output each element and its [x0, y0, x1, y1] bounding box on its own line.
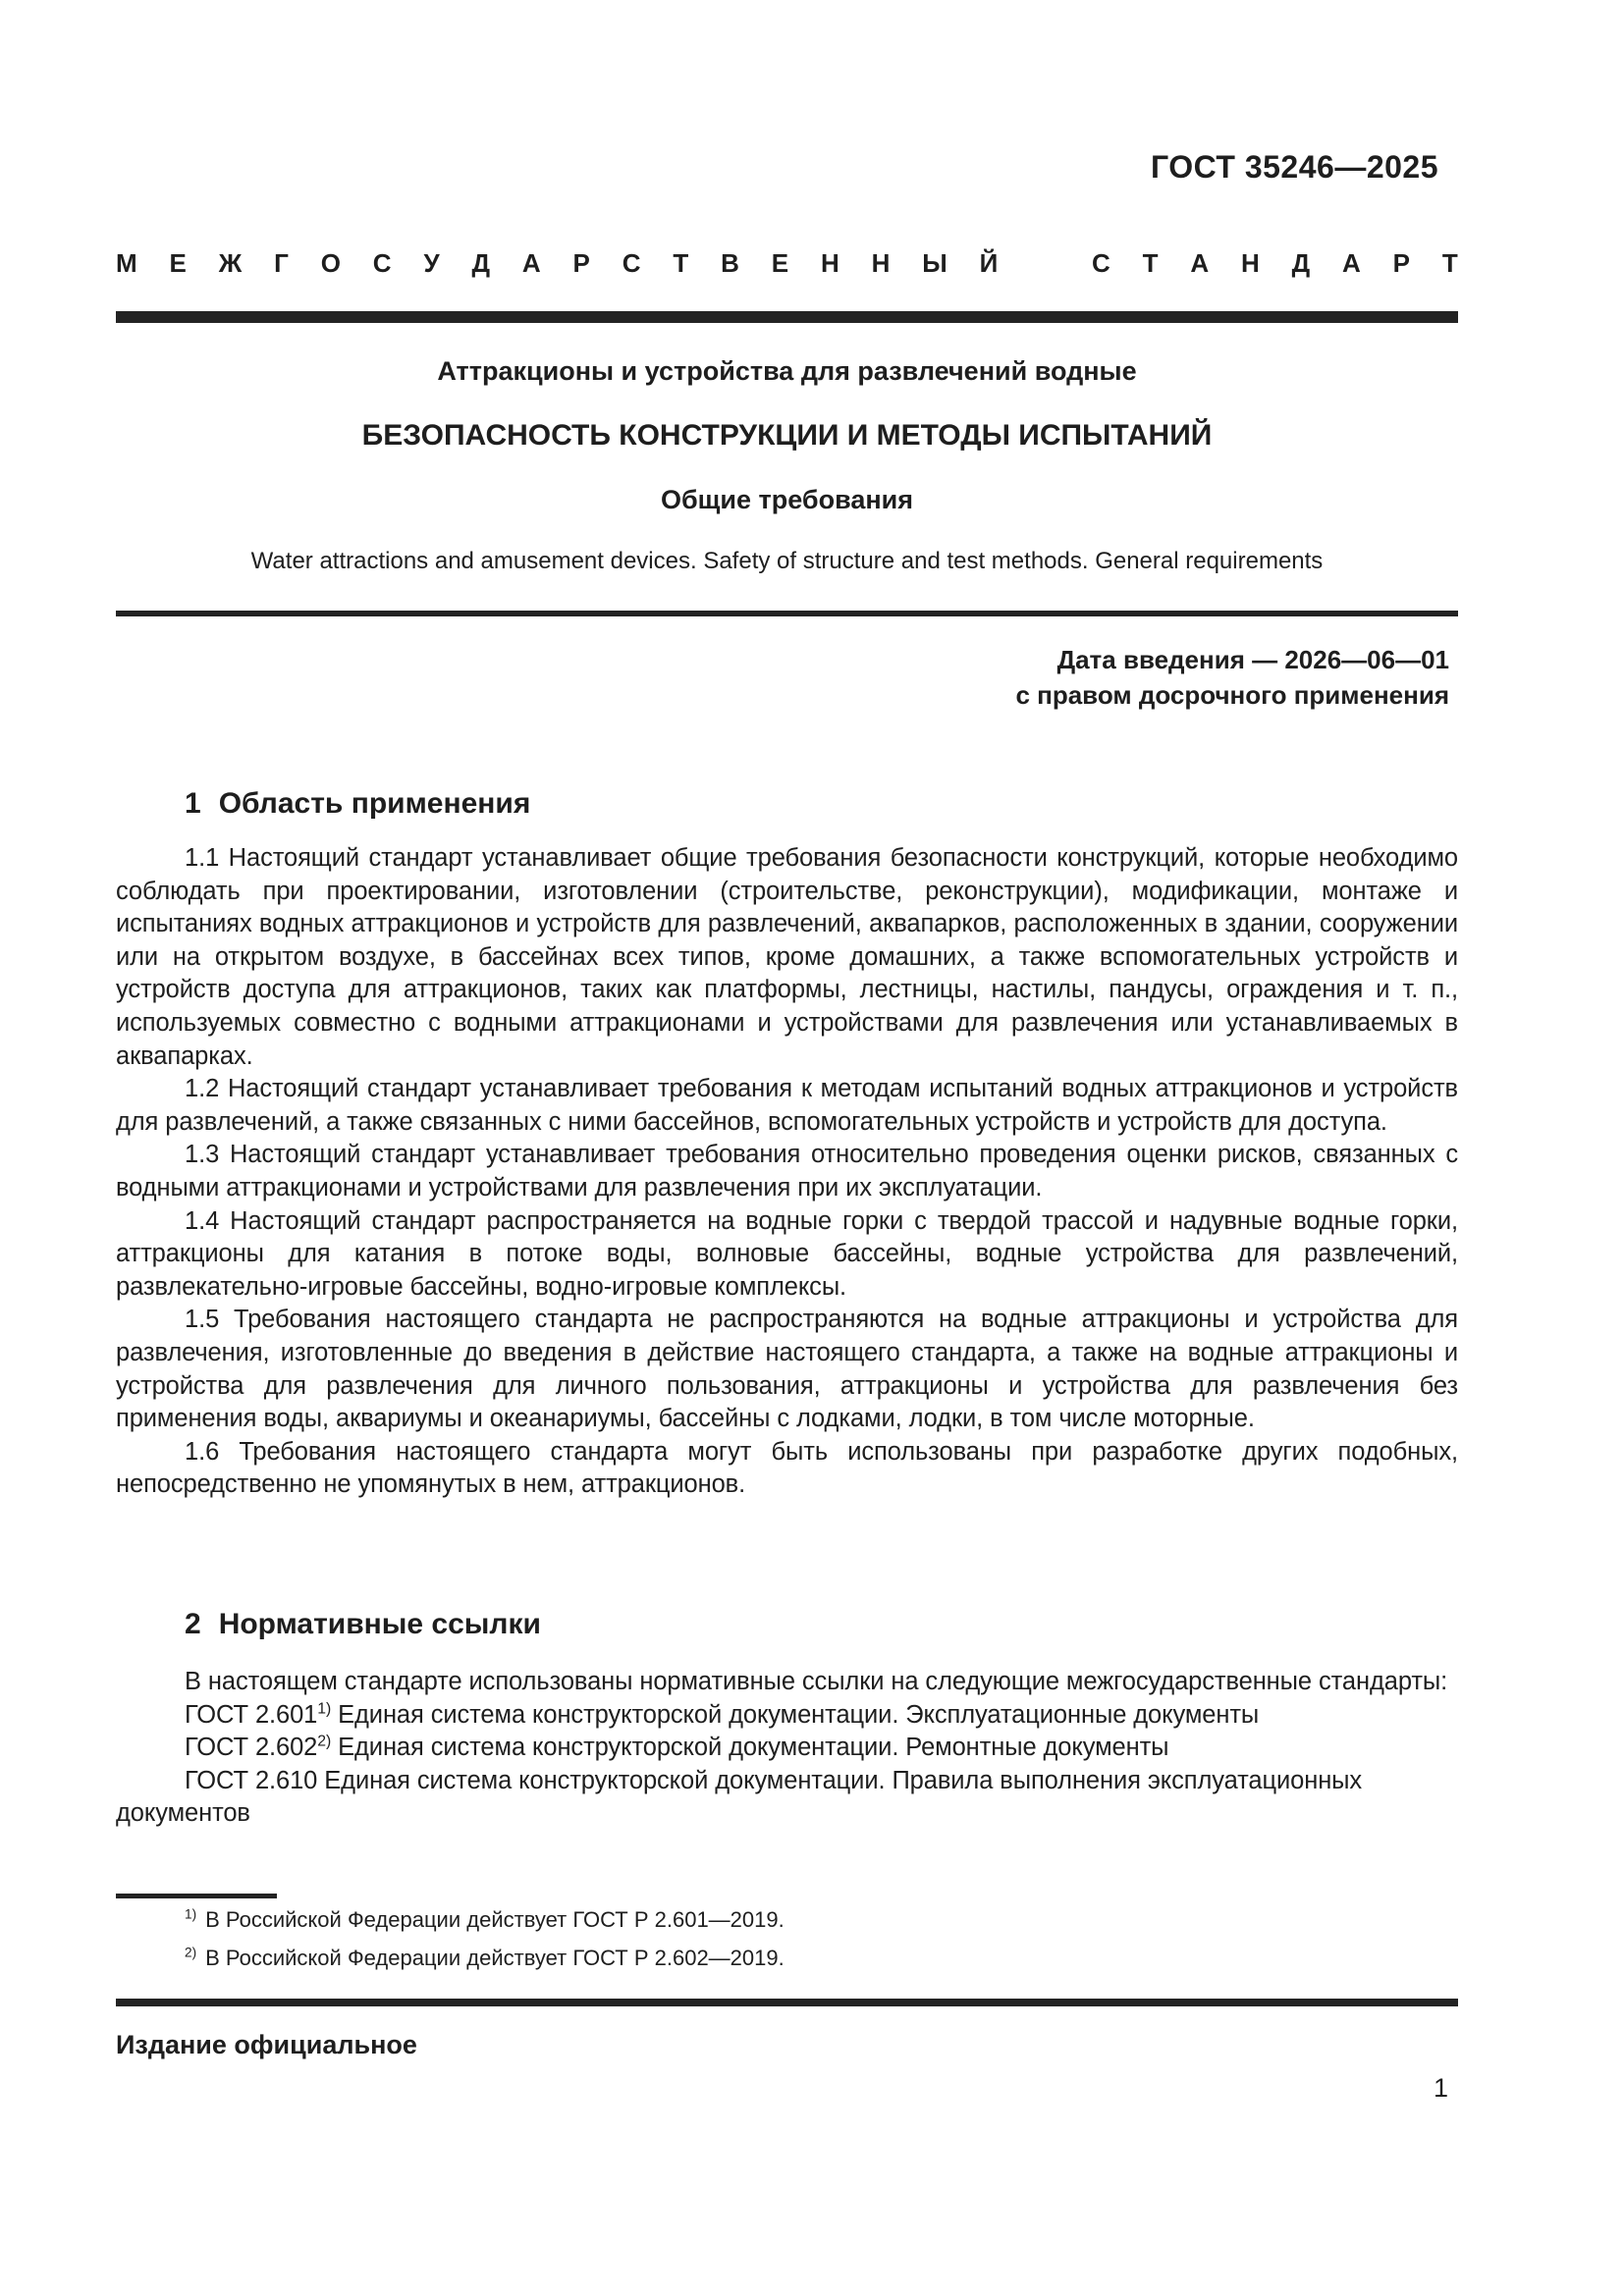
footnote-2	[116, 1944, 1458, 1973]
paragraph-1-4: 1.4 Настоящий стандарт распространяется на водные горки с твердой трассой и надувные водные горки, аттракционы для катания в потоке воды, волновые бассейны, водные устройства для развлечений, развлекательно-игровые бассейны, водно-игровые комплексы.	[116, 1206, 1458, 1301]
footnote-separator-rule	[116, 1894, 277, 1898]
paragraph-1-5: 1.5 Требования настоящего стандарта не распространяются на водные аттракционы и устройства для развлечения, изготовленные до введения в действие настоящего стандарта, а также на водные аттракционы и устройства для развлечения для личного пользования, аттракционы и устройства для развлечения без применения воды, аквариумы и океанариумы, бассейны с лодками, лодки, в том числе моторные.	[116, 1306, 1458, 1433]
section-2-heading	[185, 1608, 541, 1641]
effective-date-block	[1015, 642, 1449, 713]
section-2-number: 2	[185, 1608, 201, 1640]
paragraph-1-3: 1.3 Настоящий стандарт устанавливает требования относительно проведения оценки рисков, связанных с водными аттракционами и устройствами для развлечения при их эксплуатации.	[116, 1141, 1458, 1201]
title-rule	[116, 611, 1458, 616]
section-2-body	[116, 1666, 1458, 1831]
section-2-intro: В настоящем стандарте использованы нормативные ссылки на следующие межгосударственные стандарты:	[185, 1668, 1448, 1695]
section-1-heading	[185, 787, 530, 821]
title-main: БЕЗОПАСНОСТЬ КОНСТРУКЦИИ И МЕТОДЫ ИСПЫТАНИЙ	[361, 419, 1213, 452]
footer-rule	[116, 1999, 1458, 2006]
reference-text: Единая система конструкторской документации. Эксплуатационные документы	[331, 1700, 1260, 1729]
reference-code: ГОСТ 2.602	[185, 1734, 318, 1762]
section-2-title: Нормативные ссылки	[218, 1608, 541, 1640]
early-application-note: с правом досрочного применения	[1015, 680, 1449, 710]
footnote-marker-2: 2)	[317, 1733, 332, 1750]
paragraph-1-2: 1.2 Настоящий стандарт устанавливает требования к методам испытаний водных аттракционов и устройств для развлечений, а также связанных с ними бассейнов, вспомогательных устройств и устройств для доступа.	[116, 1075, 1458, 1136]
title-subject: Аттракционы и устройства для развлечений водные	[437, 356, 1137, 386]
title-english: Water attractions and amusement devices. Safety of structure and test methods. General requirements	[250, 548, 1324, 574]
reference-code: ГОСТ 2.601	[185, 1700, 318, 1729]
page-number: 1	[1434, 2073, 1449, 2103]
reference-text: Единая система конструкторской документации. Правила выполнения эксплуатационных документов	[116, 1766, 1363, 1828]
section-1-title: Область применения	[218, 787, 531, 820]
footnote-1-text: В Российской Федерации действует ГОСТ Р 2.601—2019.	[205, 1907, 785, 1932]
footnote-2-text: В Российской Федерации действует ГОСТ Р 2.602—2019.	[205, 1946, 785, 1970]
section-1-body	[116, 842, 1458, 1502]
reference-gost-2601	[116, 1699, 1458, 1733]
official-edition-label: Издание официальное	[116, 2030, 417, 2059]
section-1-number: 1	[185, 787, 201, 820]
standard-type-banner: М Е Ж Г О С У Д А Р С Т В Е Н Н Ы Й С Т А Н Д А Р Т	[116, 248, 1458, 278]
reference-code: ГОСТ 2.610	[185, 1766, 318, 1794]
footnote-marker-1: 1)	[317, 1700, 332, 1718]
banner-rule	[116, 311, 1458, 323]
paragraph-1-1: 1.1 Настоящий стандарт устанавливает общие требования безопасности конструкций, которые необходимо соблюдать при проектировании, изготовлении (строительстве, реконструкции), модификации, монтаже и испытаниях водных аттракционов и устройств для развлечений, аквапарков, расположенных в здании, сооружении или на открытом воздухе, в бассейнах всех типов, кроме домашних, а также вспомогательных устройств и устройств доступа для аттракционов, таких как платформы, лестницы, настилы, пандусы, ограждения и т. п., используемых совместно с водными аттракционами и устройствами для развлечения или устанавливаемых в аквапарках.	[116, 844, 1458, 1070]
reference-gost-2610	[116, 1765, 1458, 1831]
standard-designation: ГОСТ 35246—2025	[1150, 149, 1438, 185]
footnote-1-marker: 1)	[185, 1906, 197, 1922]
title-subtitle: Общие требования	[660, 485, 914, 514]
reference-gost-2602	[116, 1732, 1458, 1765]
paragraph-1-6: 1.6 Требования настоящего стандарта могут быть использованы при разработке других подобных, непосредственно не упомянутых в нем, аттракционов.	[116, 1437, 1458, 1499]
footnote-1	[116, 1905, 1458, 1935]
effective-date: Дата введения — 2026—06—01	[1056, 645, 1449, 674]
reference-text: Единая система конструкторской документации. Ремонтные документы	[331, 1734, 1169, 1762]
footnote-2-marker: 2)	[185, 1945, 197, 1960]
footnotes-block	[116, 1905, 1458, 1982]
